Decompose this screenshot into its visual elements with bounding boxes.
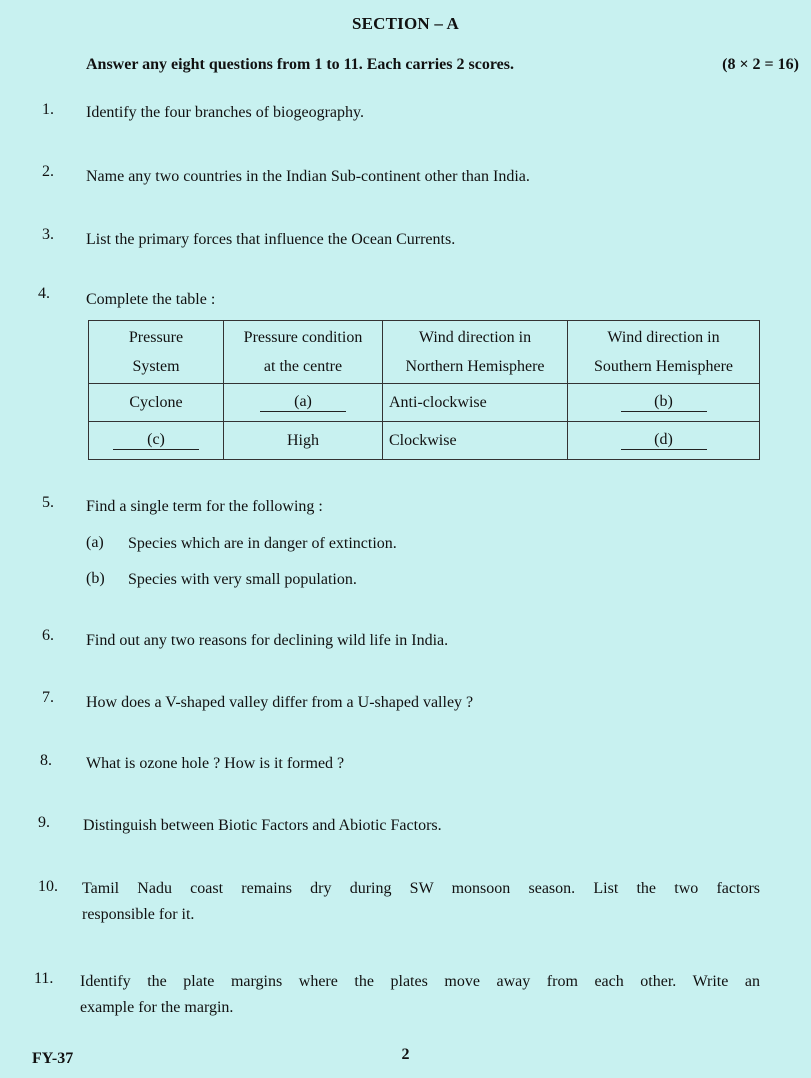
table-header-cell: Wind direction in Southern Hemisphere [568, 321, 760, 384]
question-text: Identify the four branches of biogeography. [86, 104, 364, 121]
question-number: 10. [38, 878, 58, 895]
table-cell-blank [89, 422, 224, 460]
question-number: 11. [34, 970, 54, 987]
sub-question-text: Species with very small population. [128, 571, 357, 588]
question-number: 1. [42, 101, 54, 118]
question-text: Complete the table : [86, 291, 216, 308]
table-header-cell: Wind direction in Northern Hemisphere [383, 321, 568, 384]
answer-blank-d: (d) [621, 431, 707, 450]
table-row [89, 422, 760, 460]
question-number: 2. [42, 163, 54, 180]
question-number: 7. [42, 689, 54, 706]
page-number: 2 [401, 1046, 410, 1063]
question-number: 9. [38, 814, 50, 831]
question-number: 3. [42, 226, 54, 243]
paper-code: FY-37 [32, 1050, 74, 1067]
question-text: Find out any two reasons for declining wild life in India. [86, 632, 449, 649]
question-text: Find a single term for the following : [86, 498, 323, 515]
table-header-cell: Pressure condition at the centre [224, 321, 383, 384]
sub-question-text: Species which are in danger of extinction. [128, 535, 397, 552]
table-header-cell: Pressure System [89, 321, 224, 384]
sub-question-label: (a) [86, 534, 104, 551]
question-text-line: Identify the plate margins where the plates move away from each other. Write an [80, 973, 760, 990]
instructions: Answer any eight questions from 1 to 11. Each carries 2 scores. [86, 56, 514, 73]
table-cell: Anti-clockwise [383, 384, 568, 422]
question-text-line: example for the margin. [80, 999, 234, 1016]
question-text: Distinguish between Biotic Factors and Abiotic Factors. [83, 817, 442, 834]
question-text-line: responsible for it. [82, 906, 195, 923]
pressure-wind-table [88, 320, 760, 460]
table-cell: High [224, 422, 383, 460]
table-header-row [89, 321, 760, 384]
question-text: Name any two countries in the Indian Sub-continent other than India. [86, 168, 530, 185]
answer-blank-c: (c) [113, 431, 199, 450]
table-cell: Cyclone [89, 384, 224, 422]
question-text: List the primary forces that influence the Ocean Currents. [86, 231, 456, 248]
table-cell-blank [568, 384, 760, 422]
question-number: 6. [42, 627, 54, 644]
question-text: How does a V-shaped valley differ from a U-shaped valley ? [86, 694, 474, 711]
table-cell-blank [568, 422, 760, 460]
sub-question-label: (b) [86, 570, 105, 587]
table-cell: Clockwise [383, 422, 568, 460]
marks-allocation: (8 × 2 = 16) [722, 56, 799, 73]
question-text-line: Tamil Nadu coast remains dry during SW monsoon season. List the two factors [82, 880, 760, 897]
table-cell-blank [224, 384, 383, 422]
question-text: What is ozone hole ? How is it formed ? [86, 755, 345, 772]
question-number: 4. [38, 285, 50, 302]
answer-blank-b: (b) [621, 393, 707, 412]
table-row [89, 384, 760, 422]
question-number: 5. [42, 494, 54, 511]
answer-blank-a: (a) [260, 393, 346, 412]
section-title: SECTION – A [351, 14, 460, 33]
question-number: 8. [40, 752, 52, 769]
